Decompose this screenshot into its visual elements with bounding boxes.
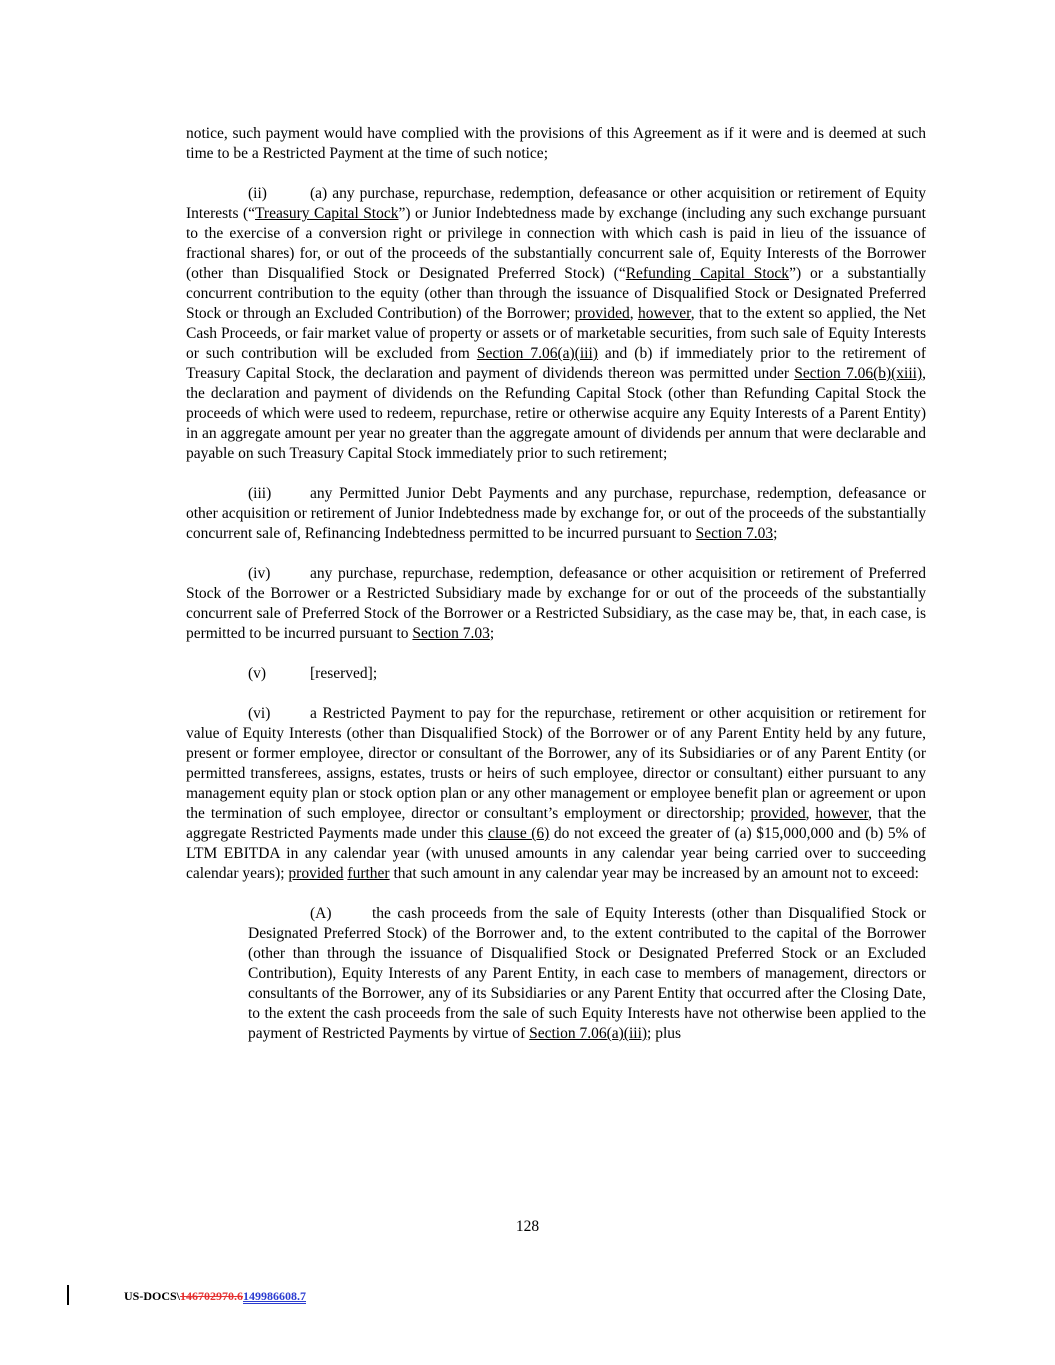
document-id-prefix: US-DOCS\ <box>124 1289 181 1303</box>
clause-ii-text: , the declaration and payment of dividends on the Refunding Capital Stock (other than Refunding Capital Stock the proceeds of which were used to redeem, repurchase, retire or otherwise acquire any Equity Interests of a Parent Entity) in an aggregate amount per year no greater than the aggregate amount of dividends per annum that were declarable and payable on such Treasury Capital Stock immediately prior to such retirement; <box>186 365 927 462</box>
clause-iv-label: (iv) <box>248 565 271 582</box>
clause-vi-text: that such amount in any calendar year may be increased by an amount not to exceed: <box>389 865 919 882</box>
clause-ii-text: (a) any purchase, repurchase, redemption, defeasance or other acquisition or retirement of Equity Interests (“ <box>186 185 926 222</box>
clause-reference: clause (6) <box>487 825 550 842</box>
section-reference: Section 7.03 <box>412 625 490 642</box>
intro-paragraph <box>186 124 926 164</box>
revision-change-bar <box>67 1285 69 1305</box>
proviso-further: further <box>347 865 390 882</box>
section-reference: Section 7.06(b)(xiii) <box>794 365 923 382</box>
proviso-provided: provided <box>574 305 630 322</box>
clause-iv-text: ; <box>489 625 495 642</box>
clause-v-label: (v) <box>248 665 267 682</box>
clause-ii-text: ”) or Junior Indebtedness made by exchange (including any such exchange pursuant to the exercise of a conversion right or privilege in connection with which cash is paid in lieu of the issuance of fractional shares) for, or out of the proceeds of the substantially concurrent sale of, Equity Interests of the Borrower (other than Disqualified Stock or Designated Preferred Stock) (“ <box>186 205 926 282</box>
clause-ii-text: and (b) if immediately prior to the retirement of Treasury Capital Stock, the declaration and payment of dividends thereon was permitted under <box>186 345 926 382</box>
intro-text: notice, such payment would have complied with the provisions of this Agreement as if it were and is deemed at such time to be a Restricted Payment at the time of such notice; <box>186 125 926 162</box>
defined-term-refunding-capital-stock: Refunding Capital Stock <box>625 265 790 282</box>
clause-ii-text: , <box>629 305 638 322</box>
proviso-however: however <box>637 305 691 322</box>
clause-vi-text: , <box>805 805 816 822</box>
proviso-however: however <box>815 805 869 822</box>
clause-iv-paragraph <box>186 564 926 644</box>
clause-A-label: (A) <box>310 905 332 922</box>
document-id-inserted: 149986608.7 <box>243 1289 307 1303</box>
defined-term-treasury-capital-stock: Treasury Capital Stock <box>255 205 399 222</box>
clause-A-text: ; plus <box>647 1025 682 1042</box>
clause-iii-text: any Permitted Junior Debt Payments and any purchase, repurchase, redemption, defeasance or other acquisition or retirement of Junior Indebtedness made by exchange for, or out of the proceeds of the substantially concurrent sale of, Refinancing Indebtedness permitted to be incurred pursuant to <box>186 485 926 542</box>
page-number: 128 <box>515 1218 540 1235</box>
document-id-footer <box>124 1289 306 1303</box>
document-id-deleted: 146702970.6 <box>180 1289 244 1303</box>
clause-ii-paragraph <box>186 184 926 464</box>
clause-iii-text: ; <box>773 525 778 542</box>
clause-ii-label: (ii) <box>248 185 267 202</box>
clause-ii-text: ”) or a substantially concurrent contribution to the equity (other than through the issuance of Disqualified Stock or Designated Preferred Stock or through an Excluded Contribution) of the Borrower; <box>186 265 926 322</box>
clause-vi-text: do not exceed the greater of (a) $15,000,000 and (b) 5% of LTM EBITDA in any calendar year (with unused amounts in any calendar year being carried over to succeeding calendar years); <box>186 825 926 882</box>
section-reference: Section 7.06(a)(iii) <box>476 345 598 362</box>
section-reference: Section 7.03 <box>695 525 774 542</box>
section-reference: Section 7.06(a)(iii) <box>529 1025 648 1042</box>
document-body <box>186 124 926 1044</box>
clause-vi-text: , that the aggregate Restricted Payments made under this <box>186 805 926 842</box>
proviso-provided: provided <box>288 865 344 882</box>
clause-iii-paragraph <box>186 484 926 544</box>
clause-vi-text: a Restricted Payment to pay for the repurchase, retirement or other acquisition or retirement for value of Equity Interests (other than Disqualified Stock) of the Borrower or of any Parent Entity held by any future, present or former employee, director or consultant of the Borrower, any of its Subsidiaries or of any Parent Entity (or permitted transferees, assigns, estates, trusts or heirs of such employee, director or consultant) either pursuant to any management equity plan or stock option plan or any other management or employee benefit plan or agreement or upon the termination of such employee, director or consultant’s employment or directorship; <box>186 705 926 822</box>
clause-A-text: the cash proceeds from the sale of Equity Interests (other than Disqualified Stock or Designated Preferred Stock) of the Borrower and, to the extent contributed to the capital of the Borrower (other than through the issuance of Disqualified Stock or Designated Preferred Stock or an Excluded Contribution), Equity Interests of any Parent Entity, in each case to members of management, directors or consultants of the Borrower, any of its Subsidiaries or any Parent Entity that occurred after the Closing Date, to the extent the cash proceeds from the sale of such Equity Interests have not otherwise been applied to the payment of Restricted Payments by virtue of <box>248 905 926 1042</box>
clause-vi-paragraph <box>186 704 926 884</box>
clause-ii-text: , that to the extent so applied, the Net Cash Proceeds, or fair market value of property or assets or of marketable securities, from such sale of Equity Interests or such contribution will be excluded from <box>186 305 926 362</box>
clause-iv-text: any purchase, repurchase, redemption, defeasance or other acquisition or retirement of Preferred Stock of the Borrower or a Restricted Subsidiary made by exchange for or out of the proceeds of the substantially concurrent sale of Preferred Stock of the Borrower or a Restricted Subsidiary, as the case may be, that, in each case, is permitted to be incurred pursuant to <box>186 565 926 642</box>
proviso-provided: provided <box>750 805 806 822</box>
clause-vi-label: (vi) <box>248 705 271 722</box>
clause-iii-label: (iii) <box>248 485 272 502</box>
clause-A-paragraph <box>248 904 926 1044</box>
clause-v-text: [reserved]; <box>310 665 378 682</box>
clause-v-paragraph <box>186 664 926 684</box>
